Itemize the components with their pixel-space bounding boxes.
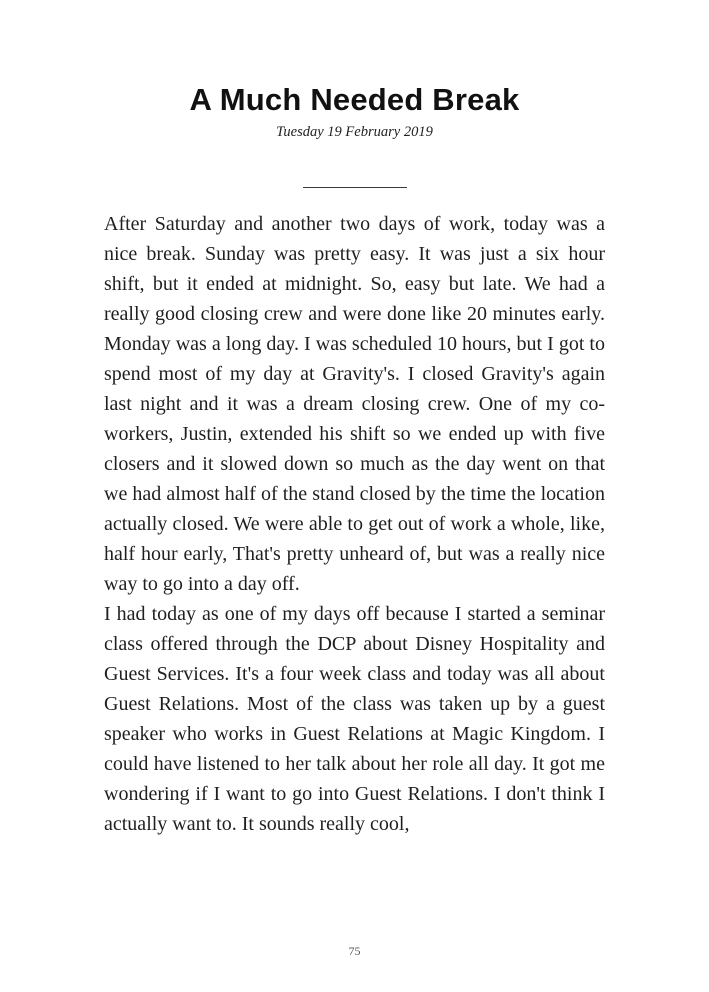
page-header xyxy=(104,82,605,141)
entry-date: Tuesday 19 February 2019 xyxy=(276,124,433,140)
entry-body xyxy=(104,209,605,839)
paragraph: I had today as one of my days off because I started a seminar class offered through the DCP about Disney Hospitality and Guest Services. It's a four week class and today was all about Guest Relations. Most of the class was taken up by a guest speaker who works in Guest Relations at Magic Kingdom. I could have listened to her talk about her role all day. It got me wondering if I want to go into Guest Relations. I don't think I actually want to. It sounds really cool, xyxy=(104,603,605,835)
page-number: 75 xyxy=(348,944,361,958)
paragraph: After Saturday and another two days of work, today was a nice break. Sunday was pretty easy. It was just a six hour shift, but it ended at midnight. So, easy but late. We had a really good closing crew and were done like 20 minutes early. Monday was a long day. I was scheduled 10 hours, but I got to spend most of my day at Gravity's. I closed Gravity's again last night and it was a dream closing crew. One of my co-workers, Justin, extended his shift so we ended up with five closers and it slowed down so much as the day went on that we had almost half of the stand closed by the time the location actually closed. We were able to get out of work a whole, like, half hour early, That's pretty unheard of, but was a really nice way to go into a day off. xyxy=(104,213,605,595)
page-title: A Much Needed Break xyxy=(189,82,520,117)
divider xyxy=(303,187,407,188)
page-footer xyxy=(0,942,709,960)
divider-container xyxy=(104,175,605,193)
